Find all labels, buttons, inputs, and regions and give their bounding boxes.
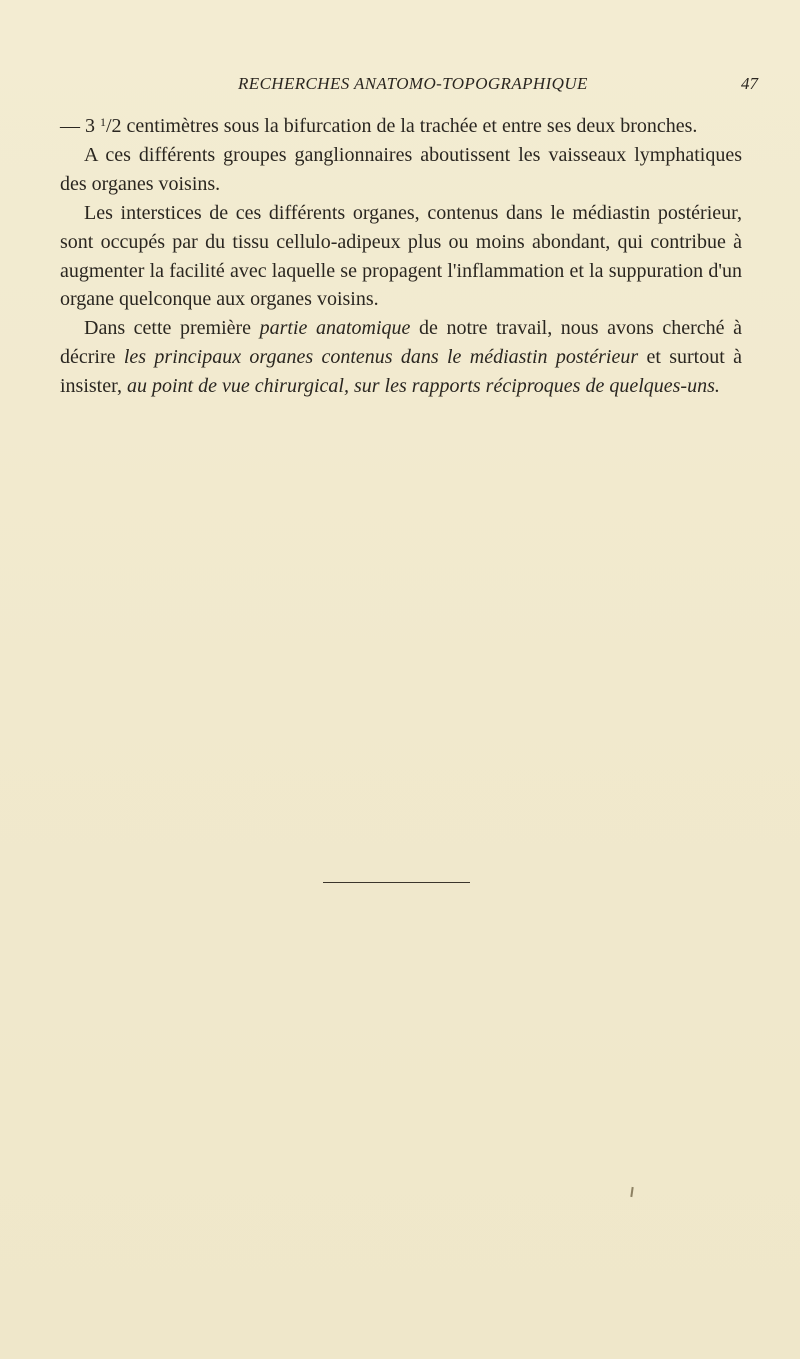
paragraph-4-italic-2: les principaux organes contenus dans le médiastin postérieur [123,346,639,369]
page-number: 47 [741,74,758,93]
body-text [60,108,742,401]
paragraph-4-text-2: de notre travail, nous avons cherché à décrire [60,317,742,369]
paragraph-1 [60,108,742,141]
paragraph-3: Les interstices de ces différents organes, contenus dans le médiastin postérieur, sont occupés par du tissu cellulo-adipeux plus ou moins abondant, qui contribue à augmenter la facilité avec laquelle se propagent l'inflammation et la suppuration d'un organe quelconque aux organes voisins. [60,201,742,311]
paragraph-4-italic-3: au point de vue chirurgical, sur les rapports réciproques de quelques-uns. [126,375,720,398]
paragraph-4-text-3: et surtout à insister, [60,346,742,398]
fraction-numerator: 1 [100,115,106,129]
paragraph-1-pre: — 3 [60,115,100,137]
paragraph-1-post: /2 centimètres sous la bifurcation de la trachée et entre ses deux bronches. [106,115,698,137]
paragraph-4-text-1: Dans cette première [84,317,260,340]
paragraph-2: A ces différents groupes ganglionnaires aboutissent les vaisseaux lymphatiques des organes voisins. [60,143,742,195]
paper-speck [630,1187,633,1197]
section-divider-rule [323,882,470,883]
running-title: RECHERCHES ANATOMO-TOPOGRAPHIQUE [238,74,588,93]
paragraph-4-italic-1: partie anatomique [259,317,411,340]
page-header [0,74,800,98]
paragraph-4 [60,314,742,401]
